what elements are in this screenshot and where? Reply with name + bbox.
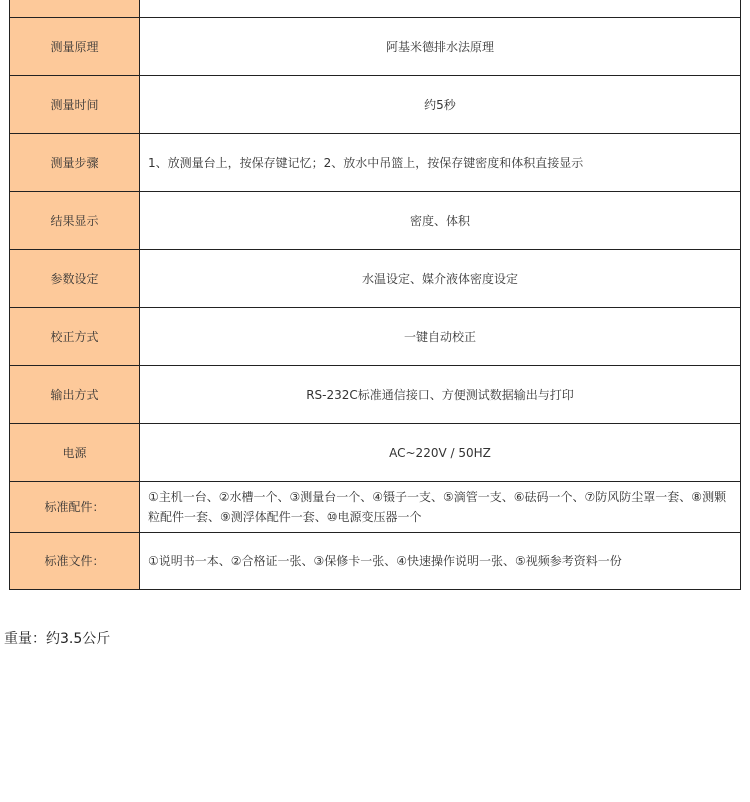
row-value: 密度、体积 <box>140 192 741 250</box>
row-label: 输出方式 <box>10 366 140 424</box>
row-value: 约5秒 <box>140 76 741 134</box>
spec-table <box>9 0 741 590</box>
row-value: ①说明书一本、②合格证一张、③保修卡一张、④快速操作说明一张、⑤视频参考资料一份 <box>140 533 741 590</box>
table-row <box>10 424 741 482</box>
row-value: 1、放测量台上，按保存键记忆；2、放水中吊篮上，按保存键密度和体积直接显示 <box>140 134 741 192</box>
table-row <box>10 76 741 134</box>
row-label: 标准文件： <box>10 533 140 590</box>
table-row <box>10 18 741 76</box>
row-value: ①主机一台、②水槽一个、③测量台一个、④镊子一支、⑤滴管一支、⑥砝码一个、⑦防风防尘罩一套、⑧测颗粒配件一套、⑨测浮体配件一套、⑩电源变压器一个 <box>140 482 741 533</box>
row-value: 水温设定、媒介液体密度设定 <box>140 250 741 308</box>
row-value: RS-232C标准通信接口、方便测试数据输出与打印 <box>140 366 741 424</box>
row-label: 电源 <box>10 424 140 482</box>
table-row <box>10 482 741 533</box>
row-label: 测量步骤 <box>10 134 140 192</box>
row-label: 测量原理 <box>10 18 140 76</box>
row-value: AC~220V / 50HZ <box>140 424 741 482</box>
row-label: 结果显示 <box>10 192 140 250</box>
table-row <box>10 308 741 366</box>
row-label: 标准配件： <box>10 482 140 533</box>
row-value <box>140 0 741 18</box>
table-row <box>10 366 741 424</box>
weight-text: 重量：约3.5公斤 <box>4 631 111 647</box>
row-label <box>10 0 140 18</box>
row-value: 一键自动校正 <box>140 308 741 366</box>
table-row <box>10 250 741 308</box>
row-label: 校正方式 <box>10 308 140 366</box>
table-row <box>10 533 741 590</box>
table-row <box>10 134 741 192</box>
table-row <box>10 0 741 18</box>
row-label: 参数设定 <box>10 250 140 308</box>
table-row <box>10 192 741 250</box>
row-label: 测量时间 <box>10 76 140 134</box>
row-value: 阿基米德排水法原理 <box>140 18 741 76</box>
